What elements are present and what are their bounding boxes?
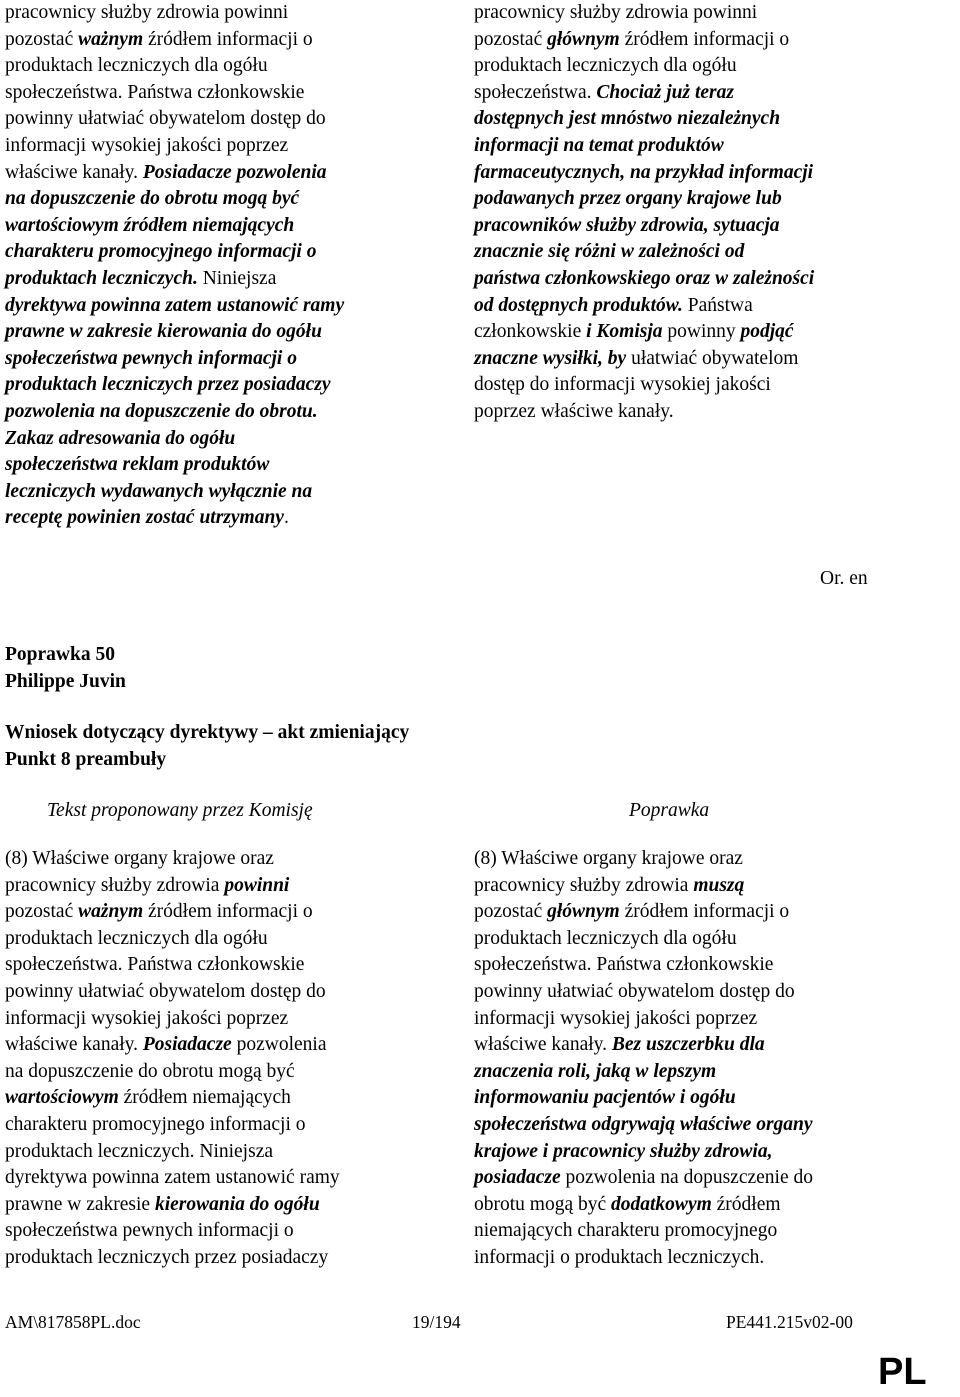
text-run: pozostać <box>5 28 79 50</box>
text-line <box>474 1218 813 1245</box>
text-line <box>474 399 814 426</box>
text-run: Państwa <box>682 294 753 316</box>
text-line <box>5 505 344 532</box>
emphasized-text: podawanych przez organy krajowe lub <box>474 188 782 210</box>
emphasized-text: leczniczych wydawanych wyłącznie na <box>5 480 313 502</box>
emphasized-text: krajowe i pracownicy służby zdrowia, <box>474 1140 773 1162</box>
emphasized-text: znaczne wysiłki, by <box>474 347 627 369</box>
text-line <box>5 27 344 54</box>
text-run: źródłem informacji o <box>619 28 790 50</box>
text-run: pozwolenia na dopuszczenie do <box>560 1167 813 1189</box>
text-line <box>5 846 340 873</box>
text-line <box>474 979 813 1006</box>
text-run: powinny <box>662 321 741 343</box>
text-run: dostęp do informacji wysokiej jakości <box>474 374 771 396</box>
text-line <box>474 239 814 266</box>
text-run: pracownicy służby zdrowia <box>474 874 694 896</box>
text-line <box>5 133 344 160</box>
text-run: właściwe kanały. <box>5 161 143 183</box>
text-line <box>474 926 813 953</box>
text-run: pozostać <box>5 901 79 923</box>
emphasized-text: informowaniu pacjentów i ogółu <box>474 1087 736 1109</box>
commission-text-column <box>5 846 340 1272</box>
emphasized-text: Chociaż już teraz <box>596 81 734 103</box>
commission-text-heading: Tekst proponowany przez Komisję <box>47 800 313 821</box>
text-run: na dopuszczenie do obrotu mogą być <box>5 1060 295 1082</box>
text-run: społeczeństwa pewnych informacji o <box>5 1220 294 1242</box>
emphasized-text: społeczeństwa odgrywają właściwe organy <box>474 1113 813 1135</box>
text-line <box>5 1218 340 1245</box>
text-line <box>474 1192 813 1219</box>
text-run: poprzez właściwe kanały. <box>474 400 674 422</box>
text-run: powinny ułatwiać obywatelom dostęp do <box>5 980 326 1002</box>
emphasized-text: społeczeństwa pewnych informacji o <box>5 347 297 369</box>
footer-document-reference: AM\817858PL.doc <box>5 1312 141 1332</box>
text-line <box>5 399 344 426</box>
text-line <box>5 1245 340 1272</box>
text-line <box>5 1165 340 1192</box>
text-line <box>5 372 344 399</box>
emphasized-text: powinni <box>224 874 290 896</box>
text-line <box>474 266 814 293</box>
emphasized-text: dodatkowym <box>611 1193 712 1215</box>
recital-reference: Punkt 8 preambuły <box>5 748 167 770</box>
text-line <box>474 0 814 27</box>
amendment-author: Philippe Juvin <box>5 670 126 692</box>
text-run: społeczeństwa. Państwa członkowskie <box>5 81 305 103</box>
text-line <box>5 1192 340 1219</box>
text-run: pozwolenia <box>231 1034 327 1056</box>
text-run: produktach leczniczych dla ogółu <box>5 55 268 77</box>
text-run: społeczeństwa. Państwa członkowskie <box>5 954 305 976</box>
amendment-heading: Poprawka <box>629 800 710 821</box>
text-line <box>5 1059 340 1086</box>
text-run: społeczeństwa. Państwa członkowskie <box>474 954 774 976</box>
text-line <box>474 1006 813 1033</box>
text-line <box>474 293 814 320</box>
emphasized-text: dyrektywa powinna zatem ustanowić ramy <box>5 294 345 316</box>
text-run: niemających charakteru promocyjnego <box>474 1220 778 1242</box>
text-line <box>5 266 344 293</box>
text-run: źródłem informacji o <box>143 901 313 923</box>
amendment-number: Poprawka 50 <box>5 644 115 665</box>
text-line <box>474 213 814 240</box>
text-line <box>474 186 814 213</box>
top-left-column <box>5 0 344 532</box>
text-line <box>5 1006 340 1033</box>
text-line <box>5 1032 340 1059</box>
emphasized-text: znaczenia roli, jaką w lepszym <box>474 1060 717 1082</box>
text-line <box>474 53 814 80</box>
text-run: powinny ułatwiać obywatelom dostęp do <box>474 980 795 1002</box>
text-run: członkowskie <box>474 321 587 343</box>
text-run: informacji wysokiej jakości poprzez <box>474 1007 758 1029</box>
text-line <box>474 27 814 54</box>
text-line <box>474 372 814 399</box>
emphasized-text: farmaceutycznych, na przykład informacji <box>474 161 814 183</box>
text-line <box>5 346 344 373</box>
text-line <box>5 186 344 213</box>
text-run: produktach leczniczych dla ogółu <box>474 55 737 77</box>
emphasized-text: ważnym <box>78 28 144 50</box>
text-run: źródłem informacji o <box>143 28 313 50</box>
text-line <box>5 80 344 107</box>
emphasized-text: Posiadacze <box>142 1034 232 1056</box>
emphasized-text: i Komisja <box>586 321 663 343</box>
text-line <box>5 1112 340 1139</box>
text-run: pracownicy służby zdrowia <box>5 874 225 896</box>
emphasized-text: produktach leczniczych. <box>5 267 198 289</box>
emphasized-text: państwa członkowskiego oraz w zależności <box>474 267 815 289</box>
text-line <box>5 1139 340 1166</box>
text-run: źródłem niemających <box>118 1087 291 1109</box>
footer-page-number: 19/194 <box>412 1312 461 1332</box>
text-run: prawne w zakresie <box>5 1193 155 1215</box>
emphasized-text: kierowania do ogółu <box>154 1193 320 1215</box>
text-line <box>5 319 344 346</box>
text-line <box>5 979 340 1006</box>
text-line <box>474 1032 813 1059</box>
text-run: informacji o produktach leczniczych. <box>474 1246 765 1268</box>
text-line <box>5 452 344 479</box>
text-run: charakteru promocyjnego informacji o <box>5 1113 306 1135</box>
emphasized-text: posiadacze <box>474 1167 561 1189</box>
emphasized-text: produktach leczniczych przez posiadaczy <box>5 374 331 396</box>
text-run: produktach leczniczych dla ogółu <box>5 927 268 949</box>
amendment-header <box>5 642 409 773</box>
text-run: źródłem <box>711 1193 781 1215</box>
emphasized-text: pozwolenia na dopuszczenie do obrotu. <box>5 400 318 422</box>
text-line <box>474 1112 813 1139</box>
emphasized-text: Zakaz adresowania do ogółu <box>5 427 236 449</box>
emphasized-text: charakteru promocyjnego informacji o <box>5 241 317 263</box>
top-right-column <box>474 0 814 426</box>
text-line <box>474 160 814 187</box>
text-line <box>5 293 344 320</box>
text-run: właściwe kanały. <box>474 1034 612 1056</box>
text-line <box>5 160 344 187</box>
footer-pe-reference: PE441.215v02-00 <box>726 1312 853 1332</box>
text-line <box>5 106 344 133</box>
emphasized-text: informacji na temat produktów <box>474 134 724 156</box>
text-line <box>474 873 813 900</box>
text-run: obrotu mogą być <box>474 1193 612 1215</box>
text-run: Niniejsza <box>197 267 277 289</box>
emphasized-text: na dopuszczenie do obrotu mogą być <box>5 188 300 210</box>
text-run: produktach leczniczych dla ogółu <box>474 927 737 949</box>
text-run: produktach leczniczych. Niniejsza <box>5 1140 274 1162</box>
emphasized-text: podjąć <box>740 321 794 343</box>
text-line <box>5 926 340 953</box>
text-run: pracownicy służby zdrowia powinni <box>474 2 758 23</box>
text-line <box>474 1139 813 1166</box>
emphasized-text: głównym <box>547 28 620 50</box>
text-run: pozostać <box>474 28 548 50</box>
text-run: informacji wysokiej jakości poprzez <box>5 134 289 156</box>
emphasized-text: Posiadacze pozwolenia <box>142 161 327 183</box>
text-run: źródłem informacji o <box>619 901 790 923</box>
text-line <box>5 952 340 979</box>
text-line <box>474 952 813 979</box>
text-run: pracownicy służby zdrowia powinni <box>5 2 289 23</box>
text-line <box>474 1085 813 1112</box>
text-run: (8) Właściwe organy krajowe oraz <box>5 848 274 869</box>
emphasized-text: wartościowym źródłem niemających <box>5 214 295 236</box>
text-line <box>474 1059 813 1086</box>
text-line <box>5 213 344 240</box>
text-line <box>5 479 344 506</box>
text-line <box>474 133 814 160</box>
language-badge: PL <box>878 1351 927 1393</box>
text-line <box>474 899 813 926</box>
text-run: produktach leczniczych przez posiadaczy <box>5 1246 329 1268</box>
emphasized-text: receptę powinien zostać utrzymany <box>5 507 284 529</box>
text-run: informacji wysokiej jakości poprzez <box>5 1007 289 1029</box>
text-run: właściwe kanały. <box>5 1034 143 1056</box>
amendment-text-column <box>474 846 813 1272</box>
text-line <box>5 0 344 27</box>
text-line <box>474 106 814 133</box>
text-line <box>5 53 344 80</box>
emphasized-text: dostępnych jest mnóstwo niezależnych <box>474 108 781 130</box>
original-language-label: Or. en <box>820 568 868 589</box>
emphasized-text: muszą <box>693 874 745 896</box>
text-line <box>474 1165 813 1192</box>
text-line <box>5 873 340 900</box>
emphasized-text: pracowników służby zdrowia, sytuacja <box>474 214 780 236</box>
emphasized-text: Bez uszczerbku dla <box>611 1034 765 1056</box>
text-line <box>474 1245 813 1272</box>
proposal-title: Wniosek dotyczący dyrektywy – akt zmieniający <box>5 722 410 744</box>
emphasized-text: głównym <box>547 901 620 923</box>
emphasized-text: prawne w zakresie kierowania do ogółu <box>5 321 322 343</box>
emphasized-text: od dostępnych produktów. <box>474 294 683 316</box>
emphasized-text: społeczeństwa reklam produktów <box>5 454 270 476</box>
text-line <box>474 346 814 373</box>
text-line <box>5 239 344 266</box>
emphasized-text: znacznie się różni w zależności od <box>474 241 745 263</box>
text-line <box>5 1085 340 1112</box>
emphasized-text: wartościowym <box>5 1087 119 1109</box>
text-run: dyrektywa powinna zatem ustanowić ramy <box>5 1167 340 1189</box>
text-line <box>5 899 340 926</box>
text-run: pozostać <box>474 901 548 923</box>
text-run: (8) Właściwe organy krajowe oraz <box>474 848 743 869</box>
emphasized-text: ważnym <box>78 901 144 923</box>
text-line <box>474 80 814 107</box>
text-line <box>474 319 814 346</box>
text-run: powinny ułatwiać obywatelom dostęp do <box>5 108 326 130</box>
text-run: . <box>283 507 289 529</box>
text-line <box>474 846 813 873</box>
text-run: ułatwiać obywatelom <box>626 347 799 369</box>
text-run: społeczeństwa. <box>474 81 597 103</box>
text-line <box>5 426 344 453</box>
